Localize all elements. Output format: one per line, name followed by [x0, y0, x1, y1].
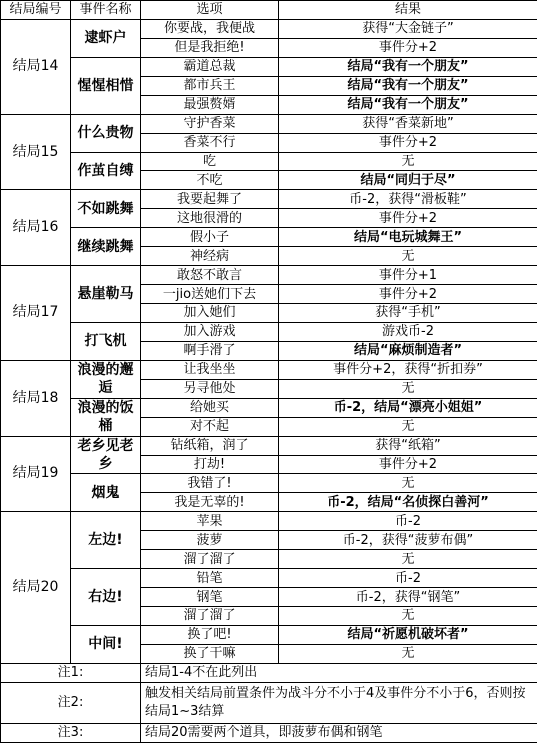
- note-label: 注1:: [1, 663, 141, 682]
- ending-label: 结局18: [1, 360, 71, 436]
- result-cell: 币-2，获得“滑板鞋”: [279, 190, 537, 209]
- event-name: 继续跳舞: [71, 228, 141, 266]
- option-cell: 加入游戏: [141, 322, 279, 341]
- option-cell: 苹果: [141, 512, 279, 531]
- result-cell: 结局“麻烦制造者”: [279, 341, 537, 360]
- header-event-name: 事件名称: [71, 1, 141, 20]
- event-name: 中间!: [71, 625, 141, 663]
- result-cell: 无: [279, 152, 537, 171]
- option-cell: 换了吧!: [141, 625, 279, 644]
- option-cell: 换了干嘛: [141, 644, 279, 663]
- table-row: [1, 569, 537, 588]
- option-cell: 溜了溜了: [141, 607, 279, 626]
- result-cell: 事件分+2: [279, 38, 537, 57]
- event-name: 惺惺相惜: [71, 57, 141, 114]
- result-cell: 获得“香菜新地”: [279, 114, 537, 133]
- option-cell: 这地很滑的: [141, 209, 279, 228]
- table-row: [1, 19, 537, 38]
- table-row: [1, 398, 537, 417]
- note-label: 注2:: [1, 682, 141, 723]
- option-cell: 给她买: [141, 398, 279, 417]
- option-cell: 但是我拒绝!: [141, 38, 279, 57]
- result-cell: 事件分+2，获得“折扣券”: [279, 360, 537, 379]
- option-cell: 我要起舞了: [141, 190, 279, 209]
- result-cell: 事件分+2: [279, 455, 537, 474]
- option-cell: 敢怒不敢言: [141, 266, 279, 285]
- table-row: [1, 436, 537, 455]
- table-row: [1, 114, 537, 133]
- ending-label: 结局19: [1, 436, 71, 512]
- note-text: 结局20需要两个道具，即菠萝布偶和钢笔: [141, 723, 537, 742]
- result-cell: 币-2，结局“名侦探白善河”: [279, 493, 537, 512]
- event-name: 浪漫的邂逅: [71, 360, 141, 398]
- option-cell: 加入她们: [141, 304, 279, 323]
- result-cell: 事件分+1: [279, 266, 537, 285]
- result-cell: 事件分+2: [279, 133, 537, 152]
- note-label: 注3:: [1, 723, 141, 742]
- header-result: 结果: [279, 1, 537, 20]
- event-name: 不如跳舞: [71, 190, 141, 228]
- event-name: 悬崖勒马: [71, 266, 141, 323]
- option-cell: 打劫!: [141, 455, 279, 474]
- option-cell: 菠萝: [141, 531, 279, 550]
- option-cell: 神经病: [141, 247, 279, 266]
- option-cell: 你要战，我便战: [141, 19, 279, 38]
- option-cell: 香菜不行: [141, 133, 279, 152]
- table-row: [1, 228, 537, 247]
- table-row: [1, 57, 537, 76]
- option-cell: 最强赘婿: [141, 95, 279, 114]
- option-cell: 都市兵王: [141, 76, 279, 95]
- result-cell: 结局“同归于尽”: [279, 171, 537, 190]
- ending-label: 结局15: [1, 114, 71, 190]
- event-name: 逮虾户: [71, 19, 141, 57]
- option-cell: 吃: [141, 152, 279, 171]
- option-cell: 霸道总裁: [141, 57, 279, 76]
- event-name: 打飞机: [71, 322, 141, 360]
- table-row: [1, 322, 537, 341]
- table-row: [1, 512, 537, 531]
- option-cell: 我是无辜的!: [141, 493, 279, 512]
- header-option: 选项: [141, 1, 279, 20]
- result-cell: 游戏币-2: [279, 322, 537, 341]
- result-cell: 无: [279, 550, 537, 569]
- option-cell: 不吃: [141, 171, 279, 190]
- table-row: [1, 190, 537, 209]
- endings-table-body: [1, 1, 537, 743]
- event-name: 右边!: [71, 569, 141, 626]
- result-cell: 无: [279, 607, 537, 626]
- note-text: 结局1-4不在此列出: [141, 663, 537, 682]
- option-cell: 啊手滑了: [141, 341, 279, 360]
- option-cell: 我错了!: [141, 474, 279, 493]
- header-row: [1, 1, 537, 20]
- event-name: 浪漫的饭桶: [71, 398, 141, 436]
- event-name: 什么贵物: [71, 114, 141, 152]
- header-ending-no: 结局编号: [1, 1, 71, 20]
- result-cell: 事件分+2: [279, 285, 537, 304]
- result-cell: 币-2，结局“漂亮小姐姐”: [279, 398, 537, 417]
- table-row: [1, 625, 537, 644]
- ending-label: 结局17: [1, 266, 71, 361]
- result-cell: 无: [279, 379, 537, 398]
- option-cell: 守护香菜: [141, 114, 279, 133]
- event-name: 老乡见老乡: [71, 436, 141, 474]
- result-cell: 币-2: [279, 569, 537, 588]
- result-cell: 无: [279, 644, 537, 663]
- result-cell: 结局“电玩城舞王”: [279, 228, 537, 247]
- result-cell: 结局“我有一个朋友”: [279, 95, 537, 114]
- option-cell: 一jio送她们下去: [141, 285, 279, 304]
- option-cell: 对不起: [141, 417, 279, 436]
- result-cell: 获得“纸箱”: [279, 436, 537, 455]
- event-name: 烟鬼: [71, 474, 141, 512]
- option-cell: 溜了溜了: [141, 550, 279, 569]
- option-cell: 钢笔: [141, 588, 279, 607]
- option-cell: 假小子: [141, 228, 279, 247]
- note-row: [1, 682, 537, 723]
- result-cell: 结局“祈愿机破坏者”: [279, 625, 537, 644]
- event-name: 左边!: [71, 512, 141, 569]
- table-row: [1, 152, 537, 171]
- table-row: [1, 360, 537, 379]
- note-row: [1, 723, 537, 742]
- table-row: [1, 474, 537, 493]
- note-row: [1, 663, 537, 682]
- result-cell: 币-2，获得“菠萝布偶”: [279, 531, 537, 550]
- result-cell: 无: [279, 247, 537, 266]
- result-cell: 币-2，获得“钢笔”: [279, 588, 537, 607]
- result-cell: 事件分+2: [279, 209, 537, 228]
- option-cell: 铅笔: [141, 569, 279, 588]
- option-cell: 让我坐坐: [141, 360, 279, 379]
- ending-label: 结局20: [1, 512, 71, 664]
- result-cell: 获得“手机”: [279, 304, 537, 323]
- note-text: 触发相关结局前置条件为战斗分不小于4及事件分不小于6，否则按结局1~3结算: [141, 682, 537, 723]
- ending-label: 结局16: [1, 190, 71, 266]
- ending-label: 结局14: [1, 19, 71, 114]
- result-cell: 结局“我有一个朋友”: [279, 57, 537, 76]
- option-cell: 另寻他处: [141, 379, 279, 398]
- result-cell: 无: [279, 417, 537, 436]
- result-cell: 获得“大金链子”: [279, 19, 537, 38]
- result-cell: 结局“我有一个朋友”: [279, 76, 537, 95]
- result-cell: 币-2: [279, 512, 537, 531]
- result-cell: 无: [279, 474, 537, 493]
- option-cell: 钻纸箱，润了: [141, 436, 279, 455]
- event-name: 作茧自缚: [71, 152, 141, 190]
- table-row: [1, 266, 537, 285]
